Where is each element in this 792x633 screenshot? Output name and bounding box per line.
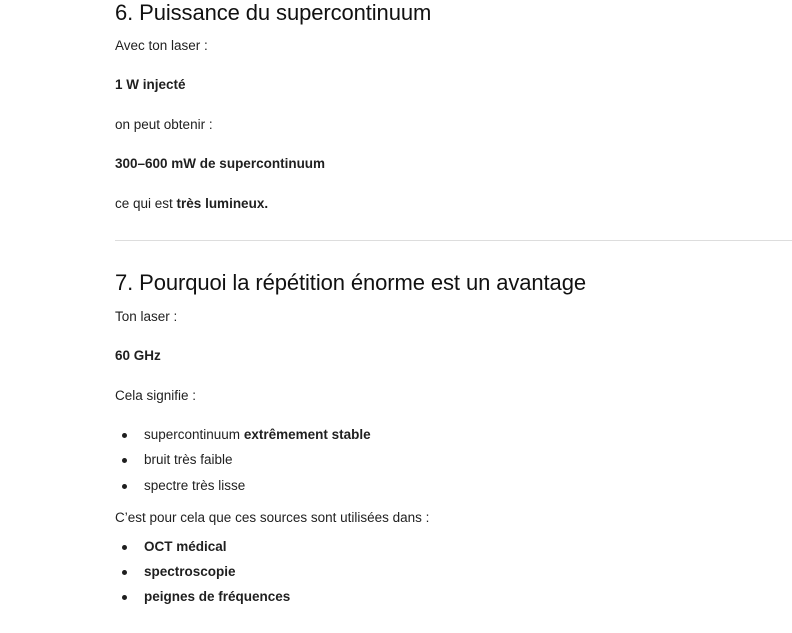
bullet-icon — [122, 545, 127, 550]
section-6-heading: 6. Puissance du supercontinuum — [115, 0, 432, 25]
application-text: peignes de fréquences — [144, 589, 291, 604]
bullet-icon — [122, 433, 127, 438]
benefit-text: spectre très lisse — [144, 478, 246, 493]
rate-text: 60 GHz — [115, 348, 161, 363]
obtain-text: on peut obtenir : — [115, 117, 213, 132]
application-text: OCT médical — [144, 539, 227, 554]
power-in-value — [115, 76, 186, 94]
section-6-intro: Avec ton laser : — [115, 38, 208, 53]
section-divider — [115, 240, 792, 241]
benefit-bold: extrêmement stable — [243, 427, 371, 442]
rate-value — [115, 347, 161, 365]
power-out-value — [115, 155, 325, 173]
usage-intro: C’est pour cela que ces sources sont utilisées dans : — [115, 510, 430, 525]
bullet-icon — [122, 458, 127, 463]
conclusion-text — [115, 195, 268, 213]
conclusion-bold: très lumineux. — [176, 196, 269, 211]
section-7-intro: Ton laser : — [115, 309, 178, 324]
power-out-text: 300–600 mW de supercontinuum — [115, 156, 326, 171]
benefit-text: supercontinuum — [144, 427, 244, 442]
bullet-icon — [122, 595, 127, 600]
benefit-text: bruit très faible — [144, 452, 233, 467]
power-in-text: 1 W injecté — [115, 77, 186, 92]
conclusion-prefix: ce qui est — [115, 196, 177, 211]
bullet-icon — [122, 570, 127, 575]
section-7-heading: 7. Pourquoi la répétition énorme est un avantage — [115, 270, 586, 295]
bullet-icon — [122, 484, 127, 489]
application-text: spectroscopie — [144, 564, 236, 579]
meaning-text: Cela signifie : — [115, 388, 197, 403]
